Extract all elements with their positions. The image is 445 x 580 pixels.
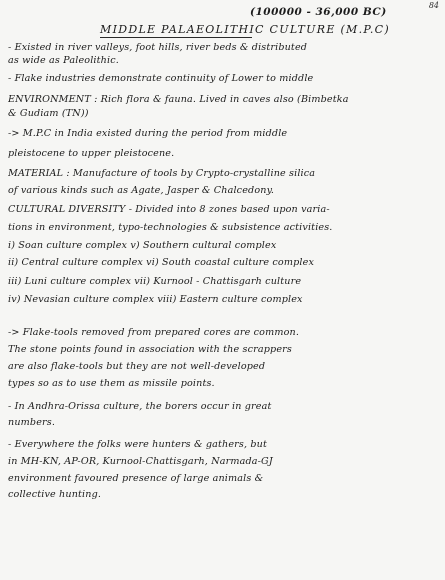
note-line: The stone points found in association with the scrappers xyxy=(8,344,292,355)
note-line: MATERIAL : Manufacture of tools by Crypto-crystalline silica xyxy=(8,168,316,179)
note-line: CULTURAL DIVERSITY - Divided into 8 zones based upon varia- xyxy=(8,204,330,215)
note-line: collective hunting. xyxy=(8,489,102,500)
note-line: & Gudiam (TN)) xyxy=(8,108,89,119)
note-line: iii) Luni culture complex vii) Kurnool - Chattisgarh culture xyxy=(8,276,302,287)
note-line: - Flake industries demonstrate continuity of Lower to middle xyxy=(8,73,314,84)
note-line: - Everywhere the folks were hunters & gathers, but xyxy=(8,439,267,450)
page-number: 84 xyxy=(428,1,439,10)
note-line: environment favoured presence of large animals & xyxy=(8,473,264,484)
note-line: i) Soan culture complex v) Southern cultural complex xyxy=(8,240,277,251)
note-line: as wide as Paleolithic. xyxy=(8,55,119,66)
note-line: ENVIRONMENT : Rich flora & fauna. Lived in caves also (Bimbetka xyxy=(8,94,349,105)
note-line: -> Flake-tools removed from prepared cores are common. xyxy=(8,327,300,338)
note-line: in MH-KN, AP-OR, Kurnool-Chattisgarh, Narmada-GJ xyxy=(8,456,273,467)
page-title: MIDDLE PALAEOLITHIC CULTURE (M.P.C) xyxy=(100,23,390,36)
note-line: of various kinds such as Agate, Jasper & Chalcedony. xyxy=(8,185,275,196)
note-line: are also flake-tools but they are not well-developed xyxy=(8,361,266,372)
note-line: -> M.P.C in India existed during the period from middle xyxy=(8,128,288,139)
note-line: ii) Central culture complex vi) South coastal culture complex xyxy=(8,257,315,268)
note-line: pleistocene to upper pleistocene. xyxy=(8,148,175,159)
note-line: numbers. xyxy=(8,417,56,428)
title-underline xyxy=(100,37,252,38)
note-line: types so as to use them as missile points. xyxy=(8,378,215,389)
note-line: tions in environment, typo-technologies & subsistence activities. xyxy=(8,222,333,233)
note-line: iv) Nevasian culture complex viii) Eastern culture complex xyxy=(8,294,303,305)
note-line: - In Andhra-Orissa culture, the borers occur in great xyxy=(8,401,272,412)
note-line: - Existed in river valleys, foot hills, river beds & distributed xyxy=(8,42,308,53)
date-range: (100000 - 36,000 BC) xyxy=(250,6,387,18)
